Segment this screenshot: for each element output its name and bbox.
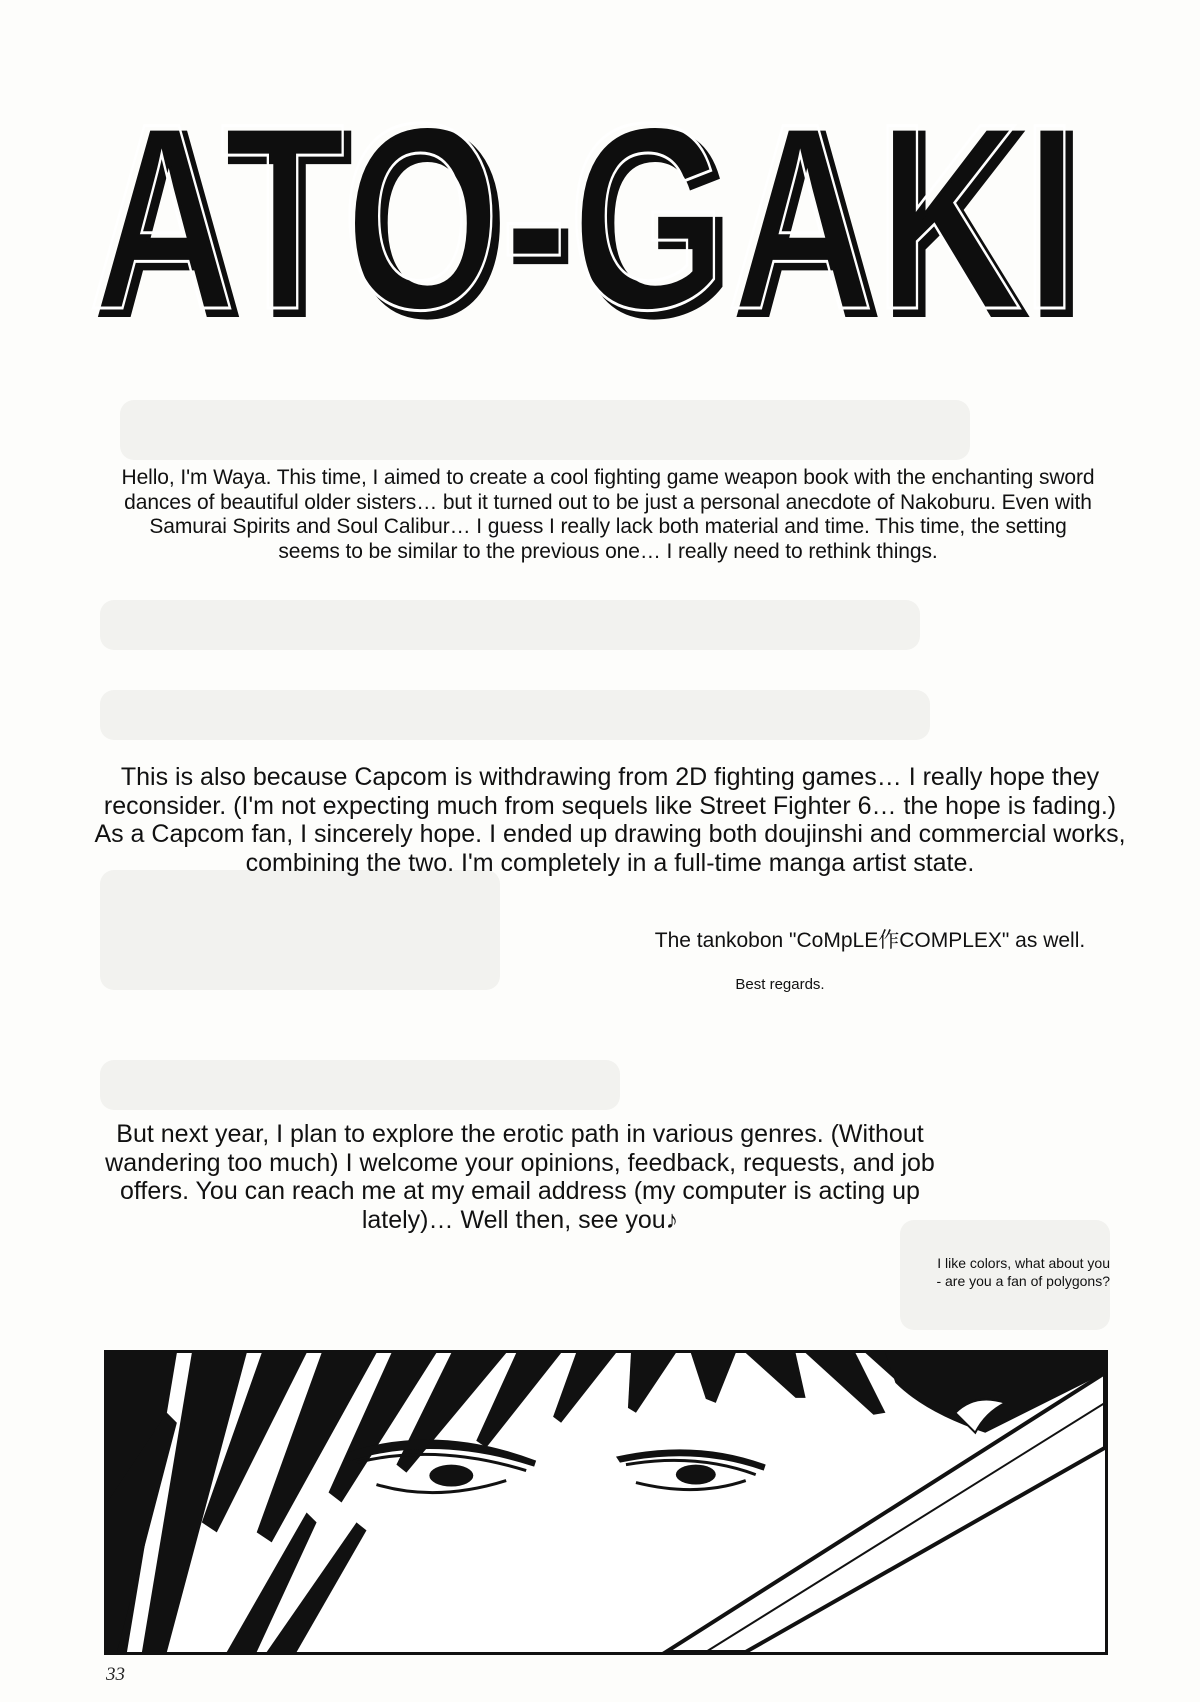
ghost-block: [100, 870, 500, 990]
colors-note-line-2: - are you a fan of polygons?: [936, 1273, 1110, 1289]
manga-panel: [104, 1350, 1108, 1655]
manga-eyes-sword-icon: [107, 1353, 1105, 1652]
regards-note: Best regards.: [735, 976, 825, 993]
title-outline: ATO-GAKI: [88, 80, 1078, 350]
ghost-block: [100, 1060, 620, 1110]
ghost-block: [100, 690, 930, 740]
title-text: ATO-GAKI: [95, 80, 1085, 350]
colors-note: [870, 1254, 1110, 1290]
afterword-paragraph-2: This is also because Capcom is withdrawing from 2D fighting games… I really hope they reconsider. (I'm not expecting much from sequels like Street Fighter 6… the hope is fading.) As a Capcom fan, I sincerely hope. I ended up drawing both doujinshi and commercial works, combining the two. I'm completely in a full-time manga artist state.: [94, 763, 1126, 877]
ghost-block: [100, 600, 920, 650]
colors-note-line-1: I like colors, what about you: [937, 1255, 1110, 1271]
page-number: 33: [106, 1664, 125, 1685]
page-title: [80, 80, 1100, 350]
afterword-paragraph-1: Hello, I'm Waya. This time, I aimed to create a cool fighting game weapon book with the enchanting sword dances of beautiful older sisters… but it turned out to be just a personal anecdote of Nakoburu. Even with Samurai Spirits and Soul Calibur… I guess I really lack both material and time. This time, the setting seems to be similar to the previous one… I really need to rethink things.: [121, 466, 1095, 563]
title-lettering: [80, 80, 1100, 350]
afterword-paragraph-3: But next year, I plan to explore the erotic path in various genres. (Without wandering too much) I welcome your opinions, feedback, requests, and job offers. You can reach me at my email address (my computer is acting up lately)… Well then, see you♪: [105, 1120, 935, 1234]
ghost-block: [120, 400, 970, 460]
tankobon-note: The tankobon "CoMpLE作COMPLEX" as well.: [654, 929, 1086, 952]
